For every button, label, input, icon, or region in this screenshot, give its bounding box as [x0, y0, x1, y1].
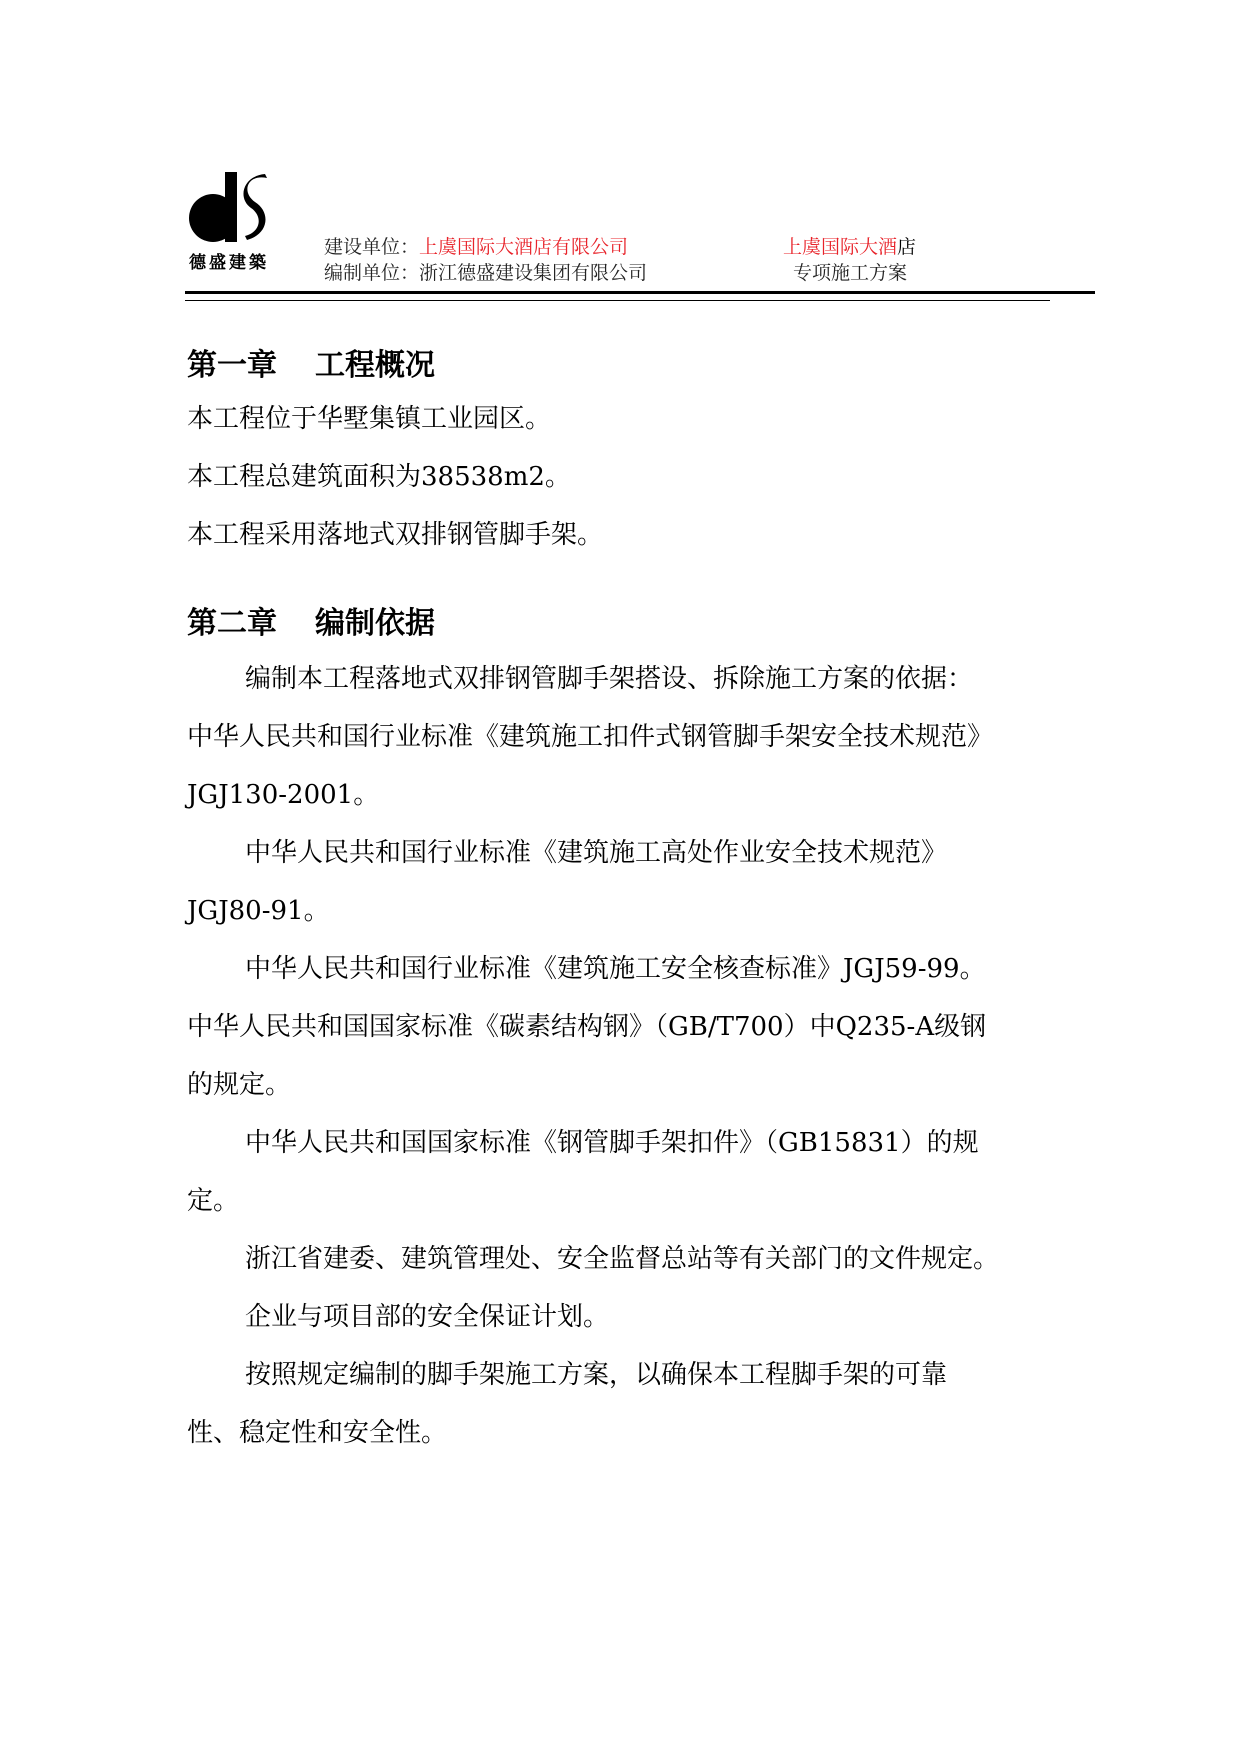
chapter-2-heading [187, 598, 435, 642]
logo-text: 德盛建築 [189, 253, 269, 273]
project-name-black: 店 [897, 236, 917, 258]
paragraph-line: JGJ130-2001。 [187, 780, 380, 810]
paragraph-line: 本工程位于华墅集镇工业园区。 [187, 404, 552, 434]
paragraph-line: 按照规定编制的脚手架施工方案，以确保本工程脚手架的可靠 [245, 1360, 948, 1390]
header-rule-thin [185, 300, 1050, 301]
header-rule-thick [185, 291, 1095, 294]
company-logo [185, 170, 285, 273]
author-row [324, 258, 647, 285]
client-row [324, 232, 628, 259]
author-label: 编制单位： [324, 262, 420, 284]
paragraph-line: JGJ80-91。 [187, 896, 330, 926]
paragraph-line: 本工程总建筑面积为38538m2。 [187, 462, 571, 492]
paragraph-line: 本工程采用落地式双排钢管脚手架。 [187, 520, 604, 550]
page-header [185, 170, 1095, 300]
document-type: 专项施工方案 [793, 262, 908, 284]
paragraph-line: 中华人民共和国国家标准《钢管脚手架扣件》（GB15831）的规 [245, 1128, 979, 1158]
ds-logo-icon [185, 170, 285, 250]
paragraph-line: 的规定。 [187, 1070, 292, 1100]
paragraph-line: 浙江省建委、建筑管理处、安全监督总站等有关部门的文件规定。 [245, 1244, 1000, 1274]
paragraph-line: 中华人民共和国行业标准《建筑施工扣件式钢管脚手架安全技术规范》 [187, 722, 994, 752]
project-name-red: 上虞国际大酒 [783, 236, 898, 258]
paragraph-line: 中华人民共和国国家标准《碳素结构钢》（GB/T700）中Q235-A级钢 [187, 1012, 987, 1042]
author-name: 浙江德盛建设集团有限公司 [419, 262, 648, 284]
paragraph-line: 中华人民共和国行业标准《建筑施工安全核查标准》JGJ59-99。 [245, 954, 986, 984]
paragraph-line: 定。 [187, 1186, 240, 1216]
chapter-1-number: 第一章 [187, 348, 277, 383]
paragraph-line: 企业与项目部的安全保证计划。 [245, 1302, 610, 1332]
chapter-2-title: 编制依据 [315, 606, 435, 641]
paragraph-line: 中华人民共和国行业标准《建筑施工高处作业安全技术规范》 [245, 838, 948, 868]
client-label: 建设单位： [324, 236, 420, 258]
project-name [783, 232, 916, 259]
client-name: 上虞国际大酒店有限公司 [419, 236, 629, 258]
paragraph-line: 性、稳定性和安全性。 [187, 1418, 448, 1448]
paragraph-line: 编制本工程落地式双排钢管脚手架搭设、拆除施工方案的依据： [245, 664, 974, 694]
chapter-1-title: 工程概况 [315, 348, 435, 383]
chapter-1-heading [187, 340, 435, 384]
chapter-2-number: 第二章 [187, 606, 277, 641]
